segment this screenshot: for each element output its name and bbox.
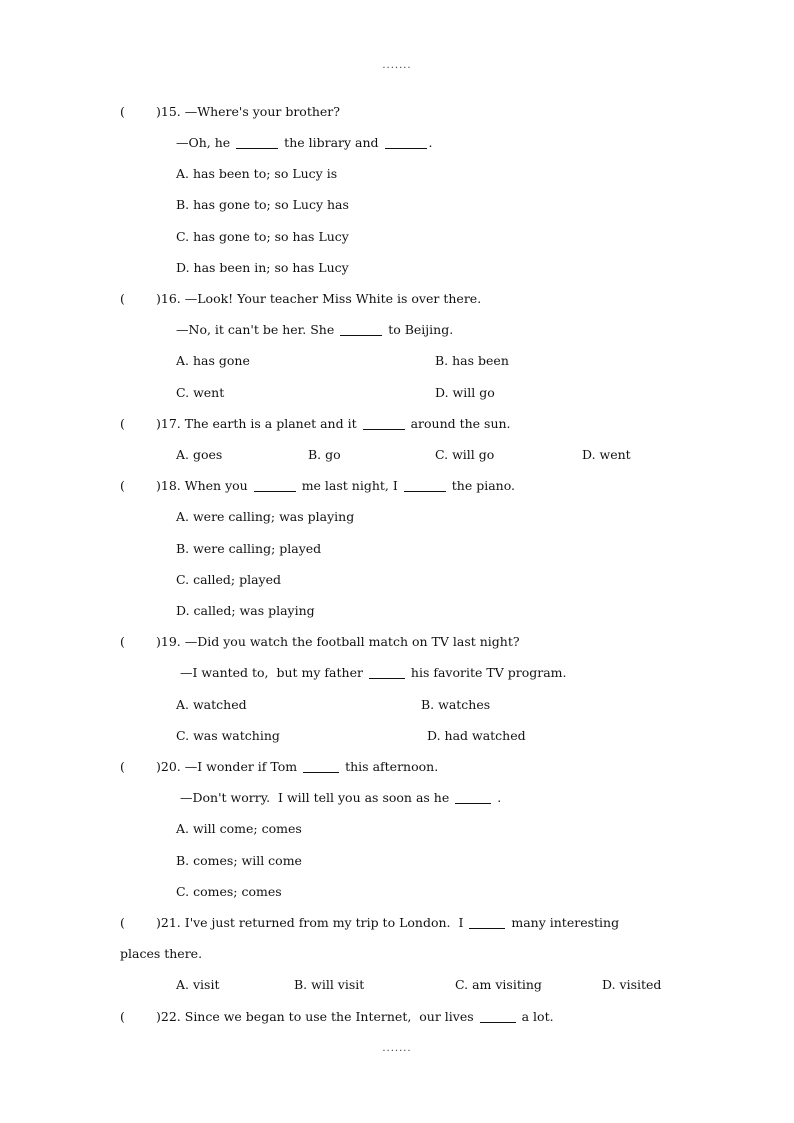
- blank: [254, 479, 296, 492]
- question-18: ( )18. When you me last night, I the piano.: [120, 478, 515, 493]
- answer-paren: (: [120, 1009, 125, 1024]
- blank: [340, 323, 382, 336]
- option-d: D. visited: [602, 977, 662, 992]
- question-16: ( )16. —Look! Your teacher Miss White is over there.: [120, 291, 482, 306]
- blank: [469, 916, 505, 929]
- option-d: D. will go: [435, 385, 495, 400]
- option-d: D. has been in; so has Lucy: [176, 260, 349, 275]
- question-16-response: —No, it can't be her. She to Beijing.: [176, 322, 454, 337]
- blank: [363, 417, 405, 430]
- option-c: C. am visiting: [455, 977, 542, 992]
- option-b: B. has been: [435, 353, 509, 368]
- question-19: ( )19. —Did you watch the football match on TV last night?: [120, 634, 520, 649]
- option-a: A. has been to; so Lucy is: [176, 166, 338, 181]
- option-c: C. has gone to; so has Lucy: [176, 229, 349, 244]
- answer-paren: (: [120, 478, 125, 493]
- question-15: ( )15. —Where's your brother?: [120, 104, 340, 119]
- answer-paren: (: [120, 634, 125, 649]
- option-c: C. called; played: [176, 572, 282, 587]
- option-d: D. had watched: [427, 728, 526, 743]
- option-d: D. went: [582, 447, 631, 462]
- option-c: C. comes; comes: [176, 884, 282, 899]
- option-d: D. called; was playing: [176, 603, 315, 618]
- question-19-response: —I wanted to, but my father his favorite TV program.: [180, 665, 567, 680]
- option-b: B. has gone to; so Lucy has: [176, 197, 349, 212]
- blank: [303, 760, 339, 773]
- option-c: C. will go: [435, 447, 495, 462]
- question-20-response: —Don't worry. I will tell you as soon as he .: [180, 790, 502, 805]
- blank: [480, 1010, 516, 1023]
- blank: [455, 791, 491, 804]
- option-a: A. has gone: [176, 353, 250, 368]
- answer-paren: (: [120, 915, 125, 930]
- answer-paren: (: [120, 291, 125, 306]
- option-a: A. will come; comes: [176, 821, 302, 836]
- option-b: B. watches: [421, 697, 491, 712]
- option-b: B. go: [308, 447, 341, 462]
- page-header: .......: [382, 60, 412, 71]
- option-a: A. were calling; was playing: [176, 509, 355, 524]
- blank: [385, 136, 427, 149]
- blank: [236, 136, 278, 149]
- blank: [369, 666, 405, 679]
- option-b: B. were calling; played: [176, 541, 322, 556]
- question-17: ( )17. The earth is a planet and it around the sun.: [120, 416, 511, 431]
- option-c: C. went: [176, 385, 225, 400]
- question-22: ( )22. Since we began to use the Internet, our lives a lot.: [120, 1009, 554, 1024]
- option-a: A. visit: [176, 977, 220, 992]
- answer-paren: (: [120, 759, 125, 774]
- option-c: C. was watching: [176, 728, 280, 743]
- question-21-continued: places there.: [120, 946, 203, 961]
- page-footer: .......: [382, 1043, 412, 1054]
- answer-paren: (: [120, 104, 125, 119]
- option-a: A. watched: [176, 697, 247, 712]
- answer-paren: (: [120, 416, 125, 431]
- option-a: A. goes: [176, 447, 223, 462]
- question-15-response: —Oh, he the library and .: [176, 135, 433, 150]
- question-21: ( )21. I've just returned from my trip to London. I many interesting: [120, 915, 620, 930]
- option-b: B. will visit: [294, 977, 365, 992]
- option-b: B. comes; will come: [176, 853, 302, 868]
- question-20: ( )20. —I wonder if Tom this afternoon.: [120, 759, 439, 774]
- blank: [404, 479, 446, 492]
